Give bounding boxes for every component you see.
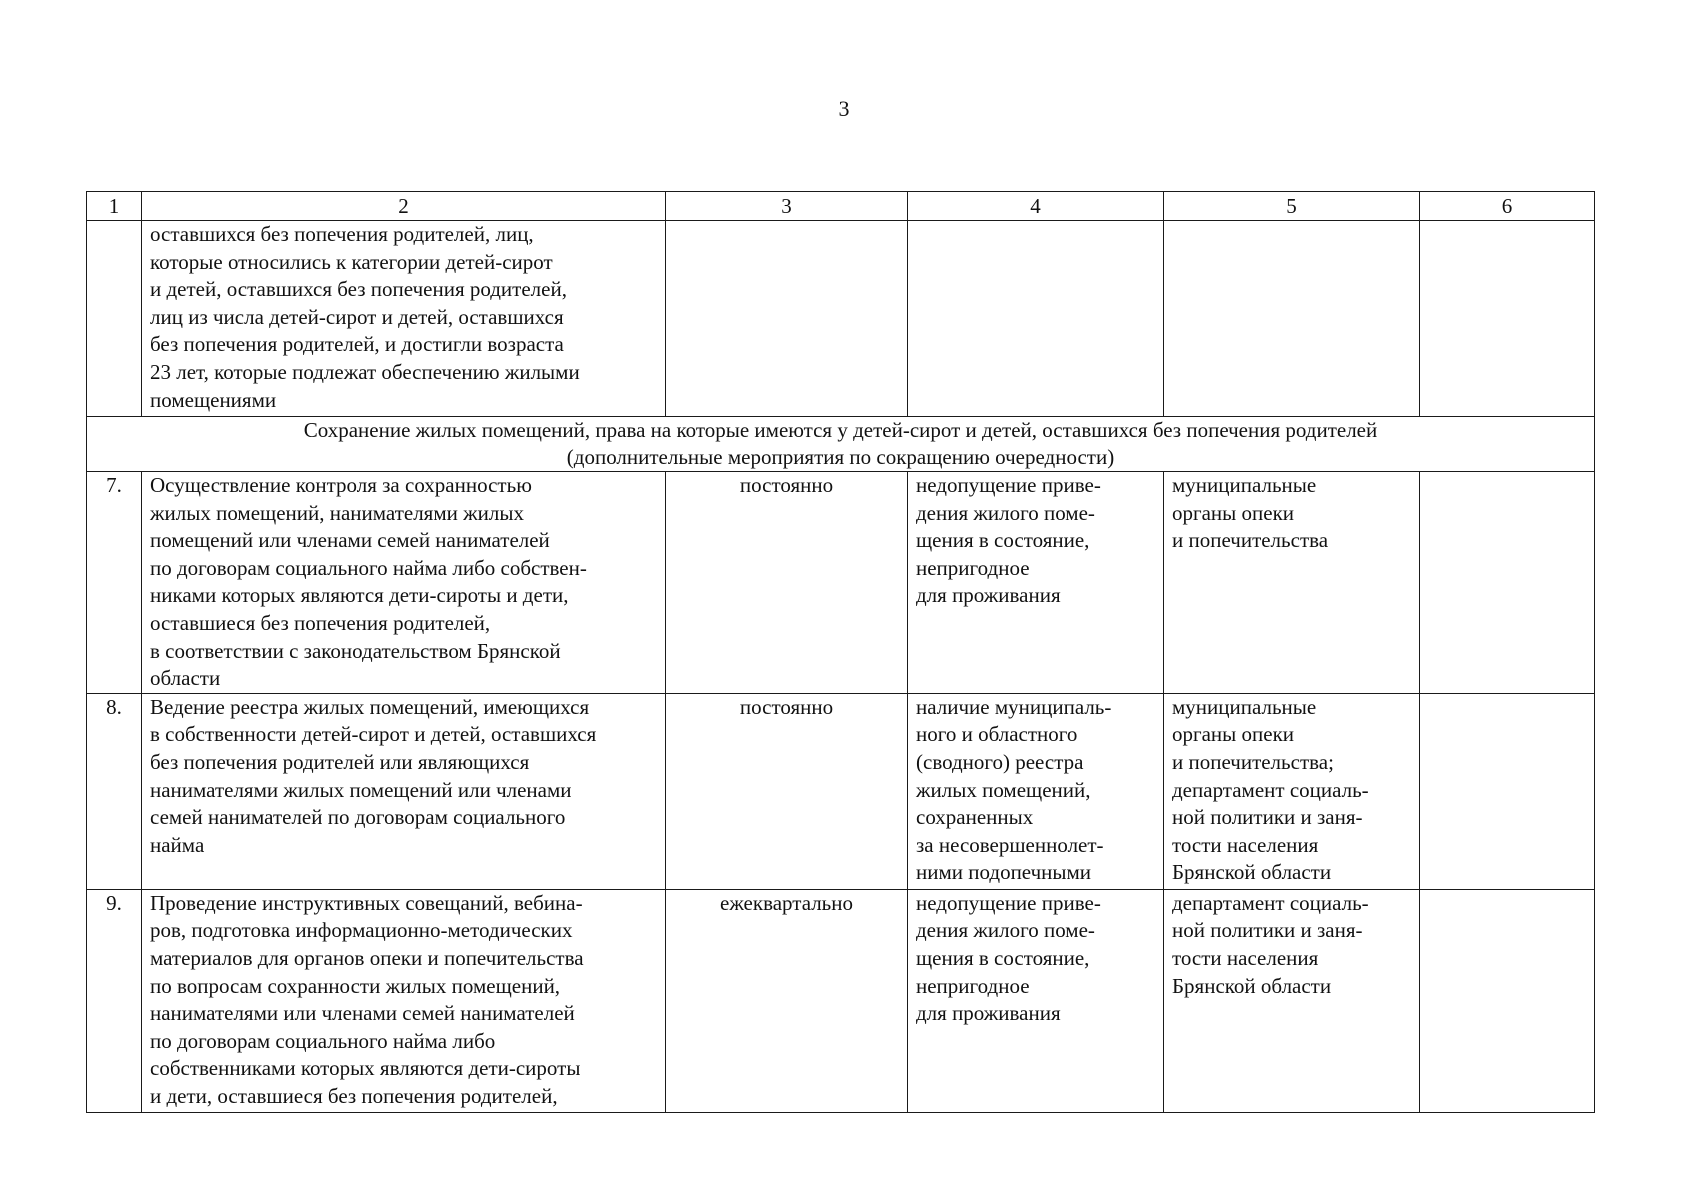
table-row-7 [87,472,1595,694]
column-number-6: 6 [1420,192,1595,221]
result-cell: недопущение приве- дения жилого поме- щения в состояние, непригодное для проживания [908,889,1164,1112]
column-number-4: 4 [908,192,1164,221]
note-cell [1420,221,1595,417]
column-number-5: 5 [1164,192,1420,221]
responsible-cell: муниципальные органы опеки и попечительства [1164,472,1420,694]
result-cell [908,221,1164,417]
section-heading: Сохранение жилых помещений, права на которые имеются у детей-сирот и детей, оставшихся без попечения родителей (дополнительные мероприятия по сокращению очередности) [87,417,1595,472]
term-cell: постоянно [666,693,908,889]
term-cell: ежеквартально [666,889,908,1112]
column-number-2: 2 [142,192,666,221]
measures-table [86,191,1595,1113]
row-number-cell [87,221,142,417]
term-cell [666,221,908,417]
term-cell: постоянно [666,472,908,694]
note-cell [1420,472,1595,694]
row-number-cell: 7. [87,472,142,694]
note-cell [1420,889,1595,1112]
result-cell: наличие муниципаль- ного и областного (сводного) реестра жилых помещений, сохраненных за несовершеннолет- ними подопечными [908,693,1164,889]
responsible-cell: муниципальные органы опеки и попечительства; департамент социаль- ной политики и заня- тости населения Брянской области [1164,693,1420,889]
measure-cell: Осуществление контроля за сохранностью жилых помещений, нанимателями жилых помещений или членами семей нанимателей по договорам социального найма либо собствен- никами которых являются дети-сироты и дети, оставшиеся без попечения родителей, в соответствии с законодательством Брянской области [142,472,666,694]
column-number-row [87,192,1595,221]
table-row-8 [87,693,1595,889]
measure-cell: Проведение инструктивных совещаний, вебина- ров, подготовка информационно-методических материалов для органов опеки и попечительства по вопросам сохранности жилых помещений, нанимателями или членами семей нанимателей по договорам социального найма либо собственниками которых являются дети-сироты и дети, оставшиеся без попечения родителей, [142,889,666,1112]
page-number: 3 [838,96,850,121]
note-cell [1420,693,1595,889]
column-number-1: 1 [87,192,142,221]
result-cell: недопущение приве- дения жилого поме- щения в состояние, непригодное для проживания [908,472,1164,694]
row-number-cell: 8. [87,693,142,889]
responsible-cell: департамент социаль- ной политики и заня- тости населения Брянской области [1164,889,1420,1112]
column-number-3: 3 [666,192,908,221]
row-number-cell: 9. [87,889,142,1112]
section-heading-row [87,417,1595,472]
responsible-cell [1164,221,1420,417]
measure-cell: Ведение реестра жилых помещений, имеющихся в собственности детей-сирот и детей, оставшихся без попечения родителей или являющихся нанимателями жилых помещений или членами семей нанимателей по договорам социального найма [142,693,666,889]
table-row-9 [87,889,1595,1112]
measure-cell: оставшихся без попечения родителей, лиц, которые относились к категории детей-сирот и детей, оставшихся без попечения родителей, лиц из числа детей-сирот и детей, оставшихся без попечения родителей, и достигли возраста 23 лет, которые подлежат обеспечению жилыми помещениями [142,221,666,417]
table-row-continuation [87,221,1595,417]
